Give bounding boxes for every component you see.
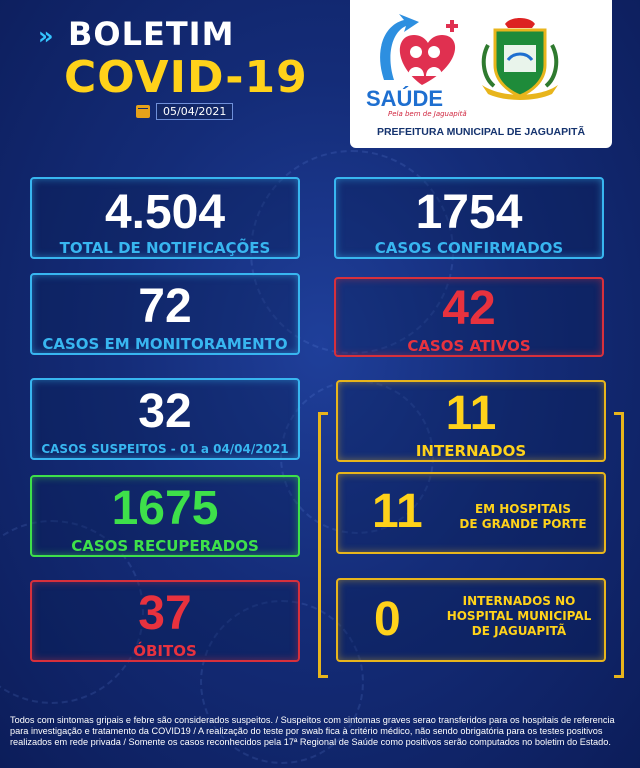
saude-logo (364, 10, 464, 98)
confirmados-label: CASOS CONFIRMADOS (374, 239, 564, 257)
chevron-icon: » (38, 22, 54, 50)
grande-porte-value: 11 (372, 485, 423, 538)
municipal-label-3: DE JAGUAPITÃ (471, 624, 567, 638)
card-ativos (334, 277, 604, 357)
saude-slogan: Pela bem de Jaguapitã (388, 110, 467, 118)
grande-porte-label-2: DE GRANDE PORTE (459, 517, 587, 531)
municipal-crest (470, 10, 570, 110)
suspeitos-label: CASOS SUSPEITOS - 01 a 04/04/2021 (41, 442, 289, 456)
bulletin-title: BOLETIM (68, 15, 235, 53)
recuperados-label: CASOS RECUPERADOS (71, 537, 259, 555)
footnote: Todos com sintomas gripais e febre são considerados suspeitos. / Suspeitos com sintomas graves serao transferidos para os hospitais de referencia para investigação e tratamento da COVID19 / A realização do teste por swab fica à critério médico, não sendo obrigatória para os testes positivos realizados em rede privada / Somente os casos reconhecidos pela 17ª Regional de Saúde como positivos serão computados no boletim do Estado. (10, 715, 615, 747)
card-obitos (30, 580, 300, 662)
ativos-value: 42 (442, 282, 496, 335)
municipal-label-2: HOSPITAL MUNICIPAL (446, 609, 592, 623)
monitoramento-value: 72 (138, 280, 192, 333)
grande-porte-label-1: EM HOSPITAIS (474, 502, 572, 516)
obitos-label: ÓBITOS (133, 642, 197, 660)
card-grande-porte (336, 472, 606, 554)
obitos-value: 37 (138, 587, 192, 640)
internados-value: 11 (445, 387, 497, 440)
ativos-label: CASOS ATIVOS (407, 337, 531, 355)
internados-label: INTERNADOS (415, 442, 527, 460)
notificacoes-value: 4.504 (104, 186, 226, 239)
card-internados (336, 380, 606, 462)
bracket-right (614, 412, 624, 678)
calendar-icon (136, 105, 150, 118)
saude-name: SAÚDE (366, 86, 444, 111)
suspeitos-value: 32 (138, 385, 192, 438)
card-confirmados (334, 177, 604, 259)
card-suspeitos (30, 378, 300, 460)
card-notificacoes (30, 177, 300, 259)
card-monitoramento (30, 273, 300, 355)
recuperados-value: 1675 (111, 482, 219, 535)
bulletin-date: 05/04/2021 (156, 103, 233, 120)
logo-card (350, 0, 612, 148)
prefeitura-label: PREFEITURA MUNICIPAL DE JAGUAPITÃ (376, 126, 586, 138)
municipal-label-1: INTERNADOS NO (462, 594, 576, 608)
covid-title: COVID-19 (64, 52, 308, 103)
municipal-value: 0 (374, 593, 401, 646)
bracket-left (318, 412, 328, 678)
notificacoes-label: TOTAL DE NOTIFICAÇÕES (59, 239, 271, 257)
confirmados-value: 1754 (415, 186, 523, 239)
monitoramento-label: CASOS EM MONITORAMENTO (42, 335, 288, 353)
date-row (136, 103, 233, 120)
card-municipal (336, 578, 606, 662)
card-recuperados (30, 475, 300, 557)
